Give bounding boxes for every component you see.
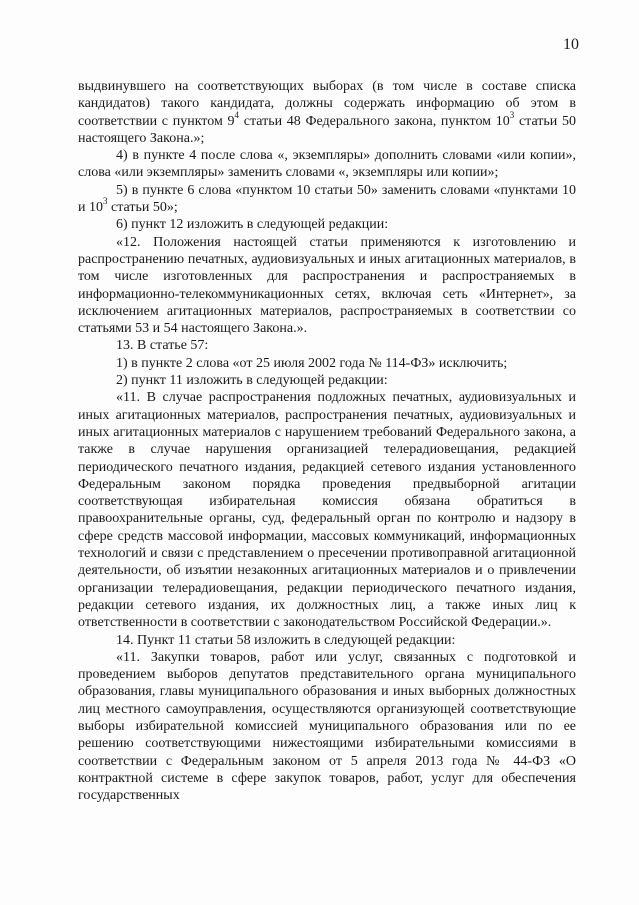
paragraph-quote-12: «12. Положения настоящей статьи применяются к изготовлению и распространению печатных, аудиовизуальных и иных агитационных материалов, в том числе изготовленных для распространения и распространяемых в информационно-телекоммуникационных сетях, включая сеть «Интернет», за исключением агитационных материалов, распространяемых в соответствии со статьями 53 и 54 настоящего Закона.». <box>78 234 576 337</box>
text-run: статьи 50»; <box>107 200 178 216</box>
paragraph-section-14: 14. Пункт 11 статьи 58 изложить в следующей редакции: <box>116 632 456 648</box>
superscript: 3 <box>509 109 515 120</box>
paragraph-quote-11-procurement: «11. Закупки товаров, работ или услуг, связанных с подготовкой и проведением выборов депутатов представительного органа муниципального образования, главы муниципального образования и иных выборных должностных лиц местного самоуправления, осуществляются организующей соответствующие выборы избирательной комиссией муниципального образования или по ее решению соответствующими нижестоящими избирательными комиссиями в соответствии с Федеральным законом от 5 апреля 2013 года № 44-ФЗ «О контрактной системе в сфере закупок товаров, работ, услуг для обеспечения государственных <box>78 649 576 804</box>
paragraph-section-13: 13. В статье 57: <box>116 338 209 354</box>
paragraph-item-6: 6) пункт 12 изложить в следующей редакции: <box>116 217 389 233</box>
paragraph-item-1: 1) в пункте 2 слова «от 25 июля 2002 года № 114-ФЗ» исключить; <box>116 355 508 371</box>
document-body <box>78 78 576 804</box>
paragraph-item-2: 2) пункт 11 изложить в следующей редакции: <box>116 373 388 389</box>
paragraph-continuation <box>78 78 576 147</box>
text-run: статьи 48 Федерального закона, пунктом 10 <box>239 113 510 129</box>
paragraph-item-4: 4) в пункте 4 после слова «, экземпляры» дополнить словами «или копии», слова «или экземпляры» заменить словами «, экземпляры или копии»; <box>78 148 576 181</box>
text-run: статьи 50 настоящего Закона.»; <box>78 113 576 146</box>
superscript: 3 <box>103 196 108 207</box>
superscript: 4 <box>234 109 240 120</box>
paragraph-quote-11: «11. В случае распространения подложных печатных, аудиовизуальных и иных агитационных материалов, распространения печатных, аудиовизуальных и иных агитационных материалов с нарушением требований Федерального закона, а также в случае нарушения организацией телерадиовещания, редакцией периодического печатного издания, редакцией сетевого издания установленного Федеральным законом порядка проведения предвыборной агитации соответствующая избирательная комиссия обязана обратиться в правоохранительные органы, суд, федеральный орган по контролю и надзору в сфере средств массовой информации, массовых коммуникаций, информационных технологий и связи с представлением о пресечении противоправной агитационной деятельности, об изъятии незаконных агитационных материалов и о привлечении организации телерадиовещания, редакции периодического печатного издания, редакции сетевого издания, их должностных лиц, а также иных лиц к ответственности в соответствии с законодательством Российской Федерации.». <box>78 390 576 631</box>
paragraph-item-5 <box>78 182 576 217</box>
text-run: 5) в пункте 6 слова «пунктом 10 статьи 50» заменить словами «пунктами 10 и 10 <box>78 182 576 216</box>
page-number: 10 <box>563 36 579 53</box>
text-run: выдвинувшего на соответствующих выборах (в том числе в составе списка кандидатов) такого кандидата, должны содержать информацию об этом в соответствии с пунктом 9 <box>78 79 576 129</box>
